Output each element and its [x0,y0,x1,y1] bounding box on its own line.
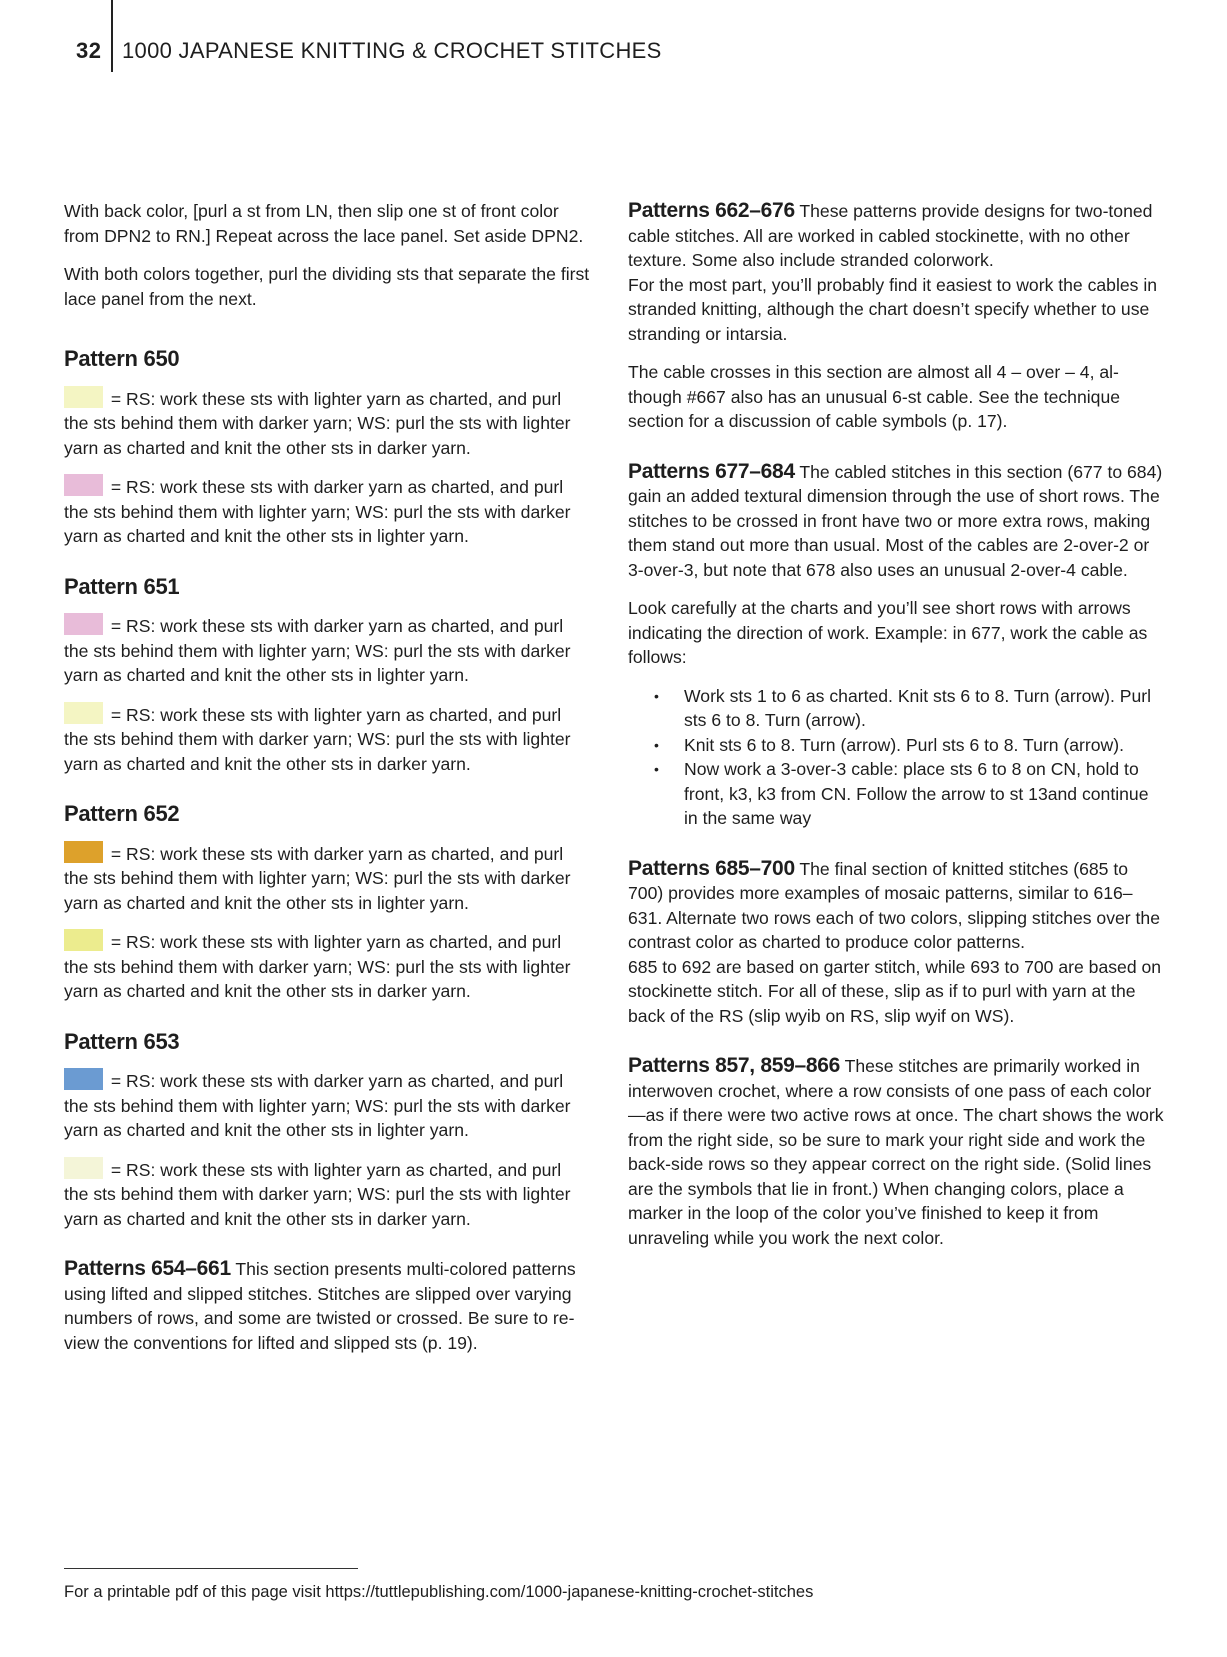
book-title: 1000 JAPANESE KNITTING & CROCHET STITCHES [122,38,662,63]
color-key-text: = RS: work these sts with lighter yarn as charted, and purl the sts behind them with darker yarn; WS: purl the sts with lighter yarn as charted and knit the other sts in darker yarn. [64,388,571,458]
left-column [64,199,590,1369]
section-heading: Patterns 662–676 [628,199,795,222]
section-paragraph [628,857,1165,955]
color-swatch [64,474,103,496]
list-item: • Now work a 3-over-3 cable: place sts 6 to 8 on CN, hold to front, k3, k3 from CN. Follow the arrow to st 13and continue in the same way [684,757,1165,831]
color-swatch [64,702,103,724]
pattern-heading: Pattern 652 [64,801,180,826]
color-key-text: = RS: work these sts with lighter yarn as charted, and purl the sts behind them with darker yarn; WS: purl the sts with lighter yarn as charted and knit the other sts in darker yarn. [64,1159,571,1229]
color-key [64,1157,590,1232]
section-paragraph [628,199,1165,273]
page-number: 32 [76,38,102,63]
page-header [0,0,1227,80]
section-paragraph: For the most part, you’ll probably find it easiest to work the cables in stranded knitting, although the chart doesn’t specify whether to use stranding or intarsia. [628,274,1158,344]
color-key [64,841,590,916]
section-paragraph: Look carefully at the charts and you’ll see short rows with arrows indicating the direction of work. Example: in 677, work the cable as follows: [628,598,1148,667]
header-divider [111,0,113,72]
section-heading: Patterns 677–684 [628,459,795,483]
footer-divider [64,1568,358,1569]
color-swatch [64,1157,103,1179]
color-key-text: = RS: work these sts with lighter yarn as charted, and purl the sts behind them with darker yarn; WS: purl the sts with lighter yarn as charted and knit the other sts in darker yarn. [64,704,571,774]
color-key [64,474,590,549]
pattern-heading: Pattern 650 [64,346,180,371]
section-paragraph [64,1257,590,1355]
list-item: • Knit sts 6 to 8. Turn (arrow). Purl sts 6 to 8. Turn (arrow). [684,733,1165,758]
section-text: This section presents multi-colored patterns using lifted and slipped stitches. Stitches are slipped over varying numbers of rows, and some are twisted or crossed. Be sure to re-view the conventions for lifted and slipped sts (p. 19). [64,1259,576,1353]
color-key-text: = RS: work these sts with darker yarn as charted, and purl the sts behind them with lighter yarn; WS: purl the sts with darker yarn as charted and knit the other sts in lighter yarn. [64,477,571,546]
color-key [64,1068,590,1143]
section-heading: Patterns 857, 859–866 [628,1054,841,1077]
color-key-text: = RS: work these sts with lighter yarn as charted, and purl the sts behind them with darker yarn; WS: purl the sts with lighter yarn as charted and knit the other sts in darker yarn. [64,932,571,1001]
section-paragraph [628,460,1165,583]
step-list [628,684,1165,831]
color-key [64,702,590,777]
color-swatch [64,929,103,951]
section-heading: Patterns 685–700 [628,856,795,880]
color-key-text: = RS: work these sts with darker yarn as charted, and purl the sts behind them with lighter yarn; WS: purl the sts with darker yarn as charted and knit the other sts in lighter yarn. [64,616,571,685]
color-key [64,386,590,461]
section-text: The cabled stitches in this section (677 to 684) gain an added textural dimension through the use of short rows. The stitches to be crossed in front have two or more extra rows, making them stand out more than usual. Most of the cables are 2-over-2 or 3-over-3, but note that 678 also uses an unusual 2-over-4 cable. [628,461,1163,580]
color-key-text: = RS: work these sts with darker yarn as charted, and purl the sts behind them with lighter yarn; WS: purl the sts with darker yarn as charted and knit the other sts in lighter yarn. [64,1071,571,1140]
section-paragraph [628,1054,1165,1250]
section-text: These stitches are primarily worked in interwoven crochet, where a row consists of one pass of each color—as if there were two active rows at once. The chart shows the work from the right side, so be sure to mark your right side and work the back-side rows so they appear correct on the right side. (Solid lines are the symbols that lie in front.) When changing colors, place a marker in the loop of the color you’ve finished to keep it from unraveling while you work the next color. [628,1056,1164,1248]
color-key [64,929,590,1004]
color-key-text: = RS: work these sts with darker yarn as charted, and purl the sts behind them with lighter yarn; WS: purl the sts with darker yarn as charted and knit the other sts in lighter yarn. [64,843,571,913]
section-heading: Patterns 654–661 [64,1257,231,1280]
color-swatch [64,1068,103,1090]
section-text: The final section of knitted stitches (685 to 700) provides more examples of mosaic patterns, similar to 616–631. Alternate two rows each of two colors, slipping stitches over the contrast color as charted to produce color patterns. [628,858,1160,952]
pattern-heading: Pattern 653 [64,1028,180,1054]
intro-paragraph: With both colors together, purl the dividing sts that separate the first lace panel from the next. [64,264,590,309]
section-paragraph: 685 to 692 are based on garter stitch, while 693 to 700 are based on stockinette stitch. For all of these, slip as if to purl with yarn at the back of the RS (slip wyib on RS, slip wyif on WS). [628,956,1162,1026]
list-item: • Work sts 1 to 6 as charted. Knit sts 6 to 8. Turn (arrow). Purl sts 6 to 8. Turn (arrow). [684,684,1165,733]
section-text: These patterns provide designs for two-toned cable stitches. All are worked in cabled stockinette, with no other texture. Some also include stranded colorwork. [628,201,1153,270]
color-swatch [64,841,103,863]
intro-paragraph: With back color, [purl a st from LN, then slip one st of front color from DPN2 to RN.] Repeat across the lace panel. Set aside DPN2. [64,201,584,246]
color-swatch [64,613,103,635]
footer-note: For a printable pdf of this page visit https://tuttlepublishing.com/1000-japanese-knitting-crochet-stitches [64,1583,814,1601]
section-paragraph: The cable crosses in this section are almost all 4 – over – 4, al-though #667 also has an unusual 6-st cable. See the technique section for a discussion of cable symbols (p. 17). [628,362,1121,431]
color-swatch [64,386,103,408]
color-key [64,613,590,688]
right-column [628,199,1165,1264]
pattern-heading: Pattern 651 [64,573,180,599]
